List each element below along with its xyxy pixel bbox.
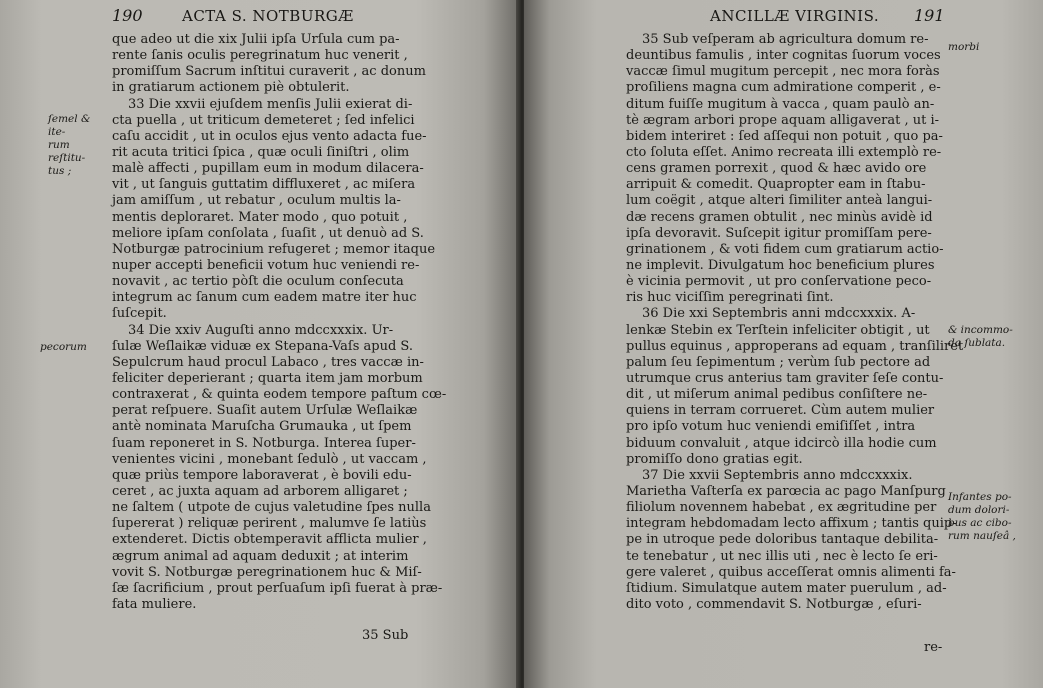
text-line: cta puella , ut triticum demeteret ; ſed infelici [112,112,415,128]
text-line: Marietha Vaſterſa ex parœcia ac pago Manſpurg [626,483,946,499]
text-line: ris huc viciſſim peregrinati ſint. [626,290,834,306]
text-line: ſupererat ) reliquæ perirent , malumve ſe latiùs [112,516,427,532]
text-line: biduum convaluit , atque idcircò illa hodie cum [626,435,937,451]
text-line: ſtidium. Simulatque autem mater puerulum , ad- [626,580,947,596]
text-line: te tenebatur , ut nec illis uti , nec è lecto ſe eri- [626,548,938,564]
text-line: ne ſaltem ( utpote de cujus valetudine ſpes nulla [112,500,431,516]
margin-note: Infantes po- dum dolori- bus ac cibo- rum nauſeâ , [948,491,1016,542]
page-body [112,32,447,613]
catchword: 35 Sub [362,628,409,643]
text-line: fata muliere. [112,596,197,612]
text-line: quæ priùs tempore laboraverat , è bovili edu- [112,467,412,483]
text-line: vit , ut ſanguis guttatim diffluxeret , ac miſera [112,177,416,193]
text-line: malè affecti , pupillam eum in modum dilacera- [112,161,424,177]
text-line: ſulæ Weſlaikæ viduæ ex Stepana-Vaſs apud S. [112,338,413,354]
margin-note: ſemel & ite- rum reſtitu- tus ; [48,113,91,177]
text-line: que adeo ut die xix Julii ipſa Urſula cum pa- [112,32,400,47]
text-line: contraxerat , & quinta eodem tempore paſtum cœ- [112,387,447,403]
text-line: antè nominata Maruſcha Grumauka , ut ſpem [112,419,412,435]
text-line: 37 Die xxvii Septembris anno mdccxxxix. [642,467,913,483]
text-line: pe in utroque pede doloribus tantaque debilita- [626,532,939,548]
text-line: promiſſum Sacrum inſtitui curaverit , ac donum [112,64,426,80]
text-line: è vicinia permovit , ut pro conſervatione peco- [626,274,932,290]
text-line: utrumque crus anterius tam graviter ſeſe contu- [626,370,944,386]
text-line: pro ipſo votum huc veniendi emiſiſſet , intra [626,419,916,435]
margin-note: & incommo- da ſublata. [948,324,1013,349]
text-line: rente ſanis oculis peregrinatum huc venerit , [112,48,408,64]
text-line: arripuit & comedit. Quapropter eam in ſtabu- [626,177,926,193]
text-line: 36 Die xxi Septembris anni mdccxxxix. A- [642,306,916,322]
text-line: Sepulcrum haud procul Labaco , tres vaccæ in- [112,354,424,370]
page-number: 191 [914,6,945,25]
text-line: perat reſpuere. Suaſit autem Urſulæ Weſlaikæ [112,403,418,419]
catchword: re- [924,640,943,655]
right-page [524,0,1043,688]
text-line: dit , ut miſerum animal pedibus conſiſtere ne- [626,387,928,403]
text-line: dæ recens gramen obtulit , nec minùs avidè id [626,209,933,225]
margin-note: pecorum [40,341,87,353]
text-line: 35 Sub veſperam ab agricultura domum re- [642,32,929,47]
text-line: dito voto , commendavit S. Notburgæ , eſuri- [626,596,922,612]
text-line: 33 Die xxvii ejuſdem menſis Julii exierat di- [128,96,413,112]
text-line: Notburgæ patrocinium refugeret ; memor itaque [112,241,436,257]
text-line: quiens in terram corrueret. Cùm autem mulier [626,403,935,419]
text-line: novavit , ac tertio pòſt die oculum conſecuta [112,274,404,290]
text-line: gere valeret , quibus acceſſerat omnis alimenti fa- [626,564,956,580]
text-line: rit acuta tritici ſpica , quæ oculi ſiniſtri , olim [112,144,410,160]
text-line: filiolum novennem habebat , ex ægritudine per [626,500,937,516]
text-line: in gratiarum actionem piè obtulerit. [112,80,350,96]
left-page [0,0,520,688]
text-line: promiſſo dono gratias egit. [626,451,803,467]
text-line: ne implevit. Divulgatum hoc beneficium plures [626,257,935,273]
text-line: cens gramen porrexit , quod & hæc avido ore [626,161,927,177]
text-line: venientes vicini , monebant ſedulò , ut vaccam , [112,451,427,467]
text-line: ſæ ſacrificium , prout perſuaſum ipſi fuerat à præ- [112,580,443,596]
text-line: 34 Die xxiv Auguſti anno mdccxxxix. Ur- [128,322,394,338]
page-number: 190 [112,6,143,25]
text-line: mentis deploraret. Mater modo , quo potuit , [112,209,408,225]
text-line: cto ſoluta eſſet. Animo recreata illi extemplò re- [626,144,942,160]
text-line: ægrum animal ad aquam deduxit ; at interim [112,548,409,564]
text-line: ſuam reponeret in S. Notburga. Interea ſuper- [112,435,416,451]
running-head: ANCILLÆ VIRGINIS. [710,7,880,25]
text-line: nuper accepti beneficii votum huc veniendi re- [112,257,420,273]
text-line: meliore ipſam conſolata , ſuaſit , ut denuò ad S. [112,225,424,241]
text-line: proſiliens magna cum admiratione comperit , e- [626,80,941,96]
text-line: vaccæ ſimul mugitum percepit , nec mora foràs [626,64,940,80]
text-line: extenderet. Dictis obtemperavit afflicta mulier , [112,532,427,548]
text-line: feliciter deperierant ; quarta item jam morbum [112,370,423,386]
text-line: palum ſeu ſepimentum ; verùm ſub pectore ad [626,354,931,370]
text-line: caſu accidit , ut in oculos ejus vento adacta fue- [112,128,427,144]
text-line: deuntibus famulis , inter cognitas ſuorum voces [626,48,941,64]
text-line: ceret , ac juxta aquam ad arborem alligaret ; [112,483,408,499]
margin-note: morbi [948,41,980,53]
text-line: lum coëgit , atque alteri ſimiliter anteà langui- [626,193,933,209]
text-line: ipſa devoravit. Suſcepit igitur promiſſam pere- [626,225,932,241]
text-line: integrum ac ſanum cum eadem matre iter huc [112,290,417,306]
text-line: bidem interiret : ſed aſſequi non potuit , quo pa- [626,128,943,144]
text-line: ſuſcepit. [112,306,167,322]
text-line: jam amiſſum , ut rebatur , oculum multis la- [112,193,401,209]
text-line: ditum fuiſſe mugitum à vacca , quam paulò an- [626,96,935,112]
text-line: integram hebdomadam lecto affixum ; tantis quip- [626,516,957,532]
running-head: ACTA S. NOTBURGÆ [182,7,354,25]
text-line: pullus equinus , approperans ad equam , tranſiliret [626,338,964,354]
text-line: grinationem , & voti fidem cum gratiarum actio- [626,241,944,257]
text-line: lenkæ Stebin ex Terſtein infeliciter obtigit , ut [626,322,930,338]
text-line: vovit S. Notburgæ peregrinationem huc & Miſ- [112,564,422,580]
text-line: tè ægram arbori prope aquam alligaverat , ut i- [626,112,939,128]
